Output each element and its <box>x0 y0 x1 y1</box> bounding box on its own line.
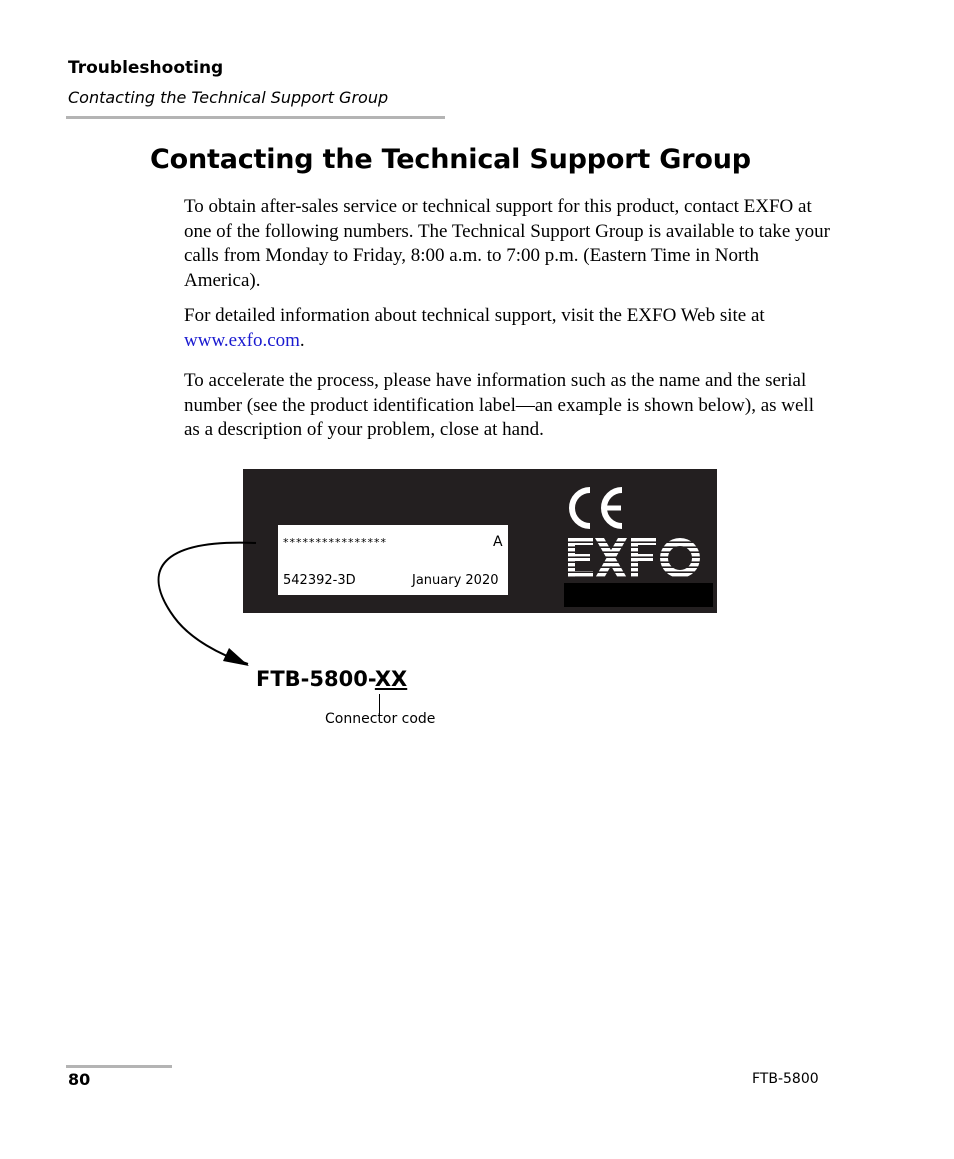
exfo-website-link[interactable]: www.exfo.com <box>184 329 300 351</box>
page-number: 80 <box>68 1070 91 1089</box>
label-part-number: 542392-3D <box>283 573 356 588</box>
page-title: Contacting the Technical Support Group <box>150 144 751 175</box>
website-paragraph-text: For detailed information about technical support, visit the EXFO Web site at <box>184 305 765 326</box>
model-connector-code: XX <box>374 667 408 691</box>
ce-mark-icon <box>566 484 628 532</box>
accelerate-process-paragraph: To accelerate the process, please have information such as the name and the serial number (see the product identification label—an example is shown below), as well as a description of your problem, close at hand. <box>184 370 814 440</box>
connector-code-caption: Connector code <box>325 711 436 727</box>
label-manufacture-date: January 2020 <box>412 573 499 588</box>
footer-document-id: FTB-5800 <box>752 1071 819 1087</box>
label-revision: A <box>493 534 503 550</box>
running-header-subsection: Contacting the Technical Support Group <box>68 88 389 107</box>
callout-arrow-icon <box>150 535 260 670</box>
website-paragraph <box>184 304 834 353</box>
exfo-logo-icon <box>568 538 702 580</box>
model-number-prefix: FTB-5800- <box>256 667 375 691</box>
label-serial-number: **************** <box>283 536 387 549</box>
model-number <box>256 667 407 691</box>
label-barcode-strip <box>564 583 713 607</box>
support-hours-paragraph: To obtain after-sales service or technical support for this product, contact EXFO at one of the following numbers. The Technical Support Group is available to take your calls from Monday to Friday, 8:00 a.m. to 7:00 p.m. (Eastern Time in North America). <box>184 196 830 291</box>
website-paragraph-end: . <box>299 329 305 351</box>
footer-rule <box>66 1065 172 1068</box>
running-header-section: Troubleshooting <box>68 58 224 78</box>
header-rule <box>66 116 445 119</box>
